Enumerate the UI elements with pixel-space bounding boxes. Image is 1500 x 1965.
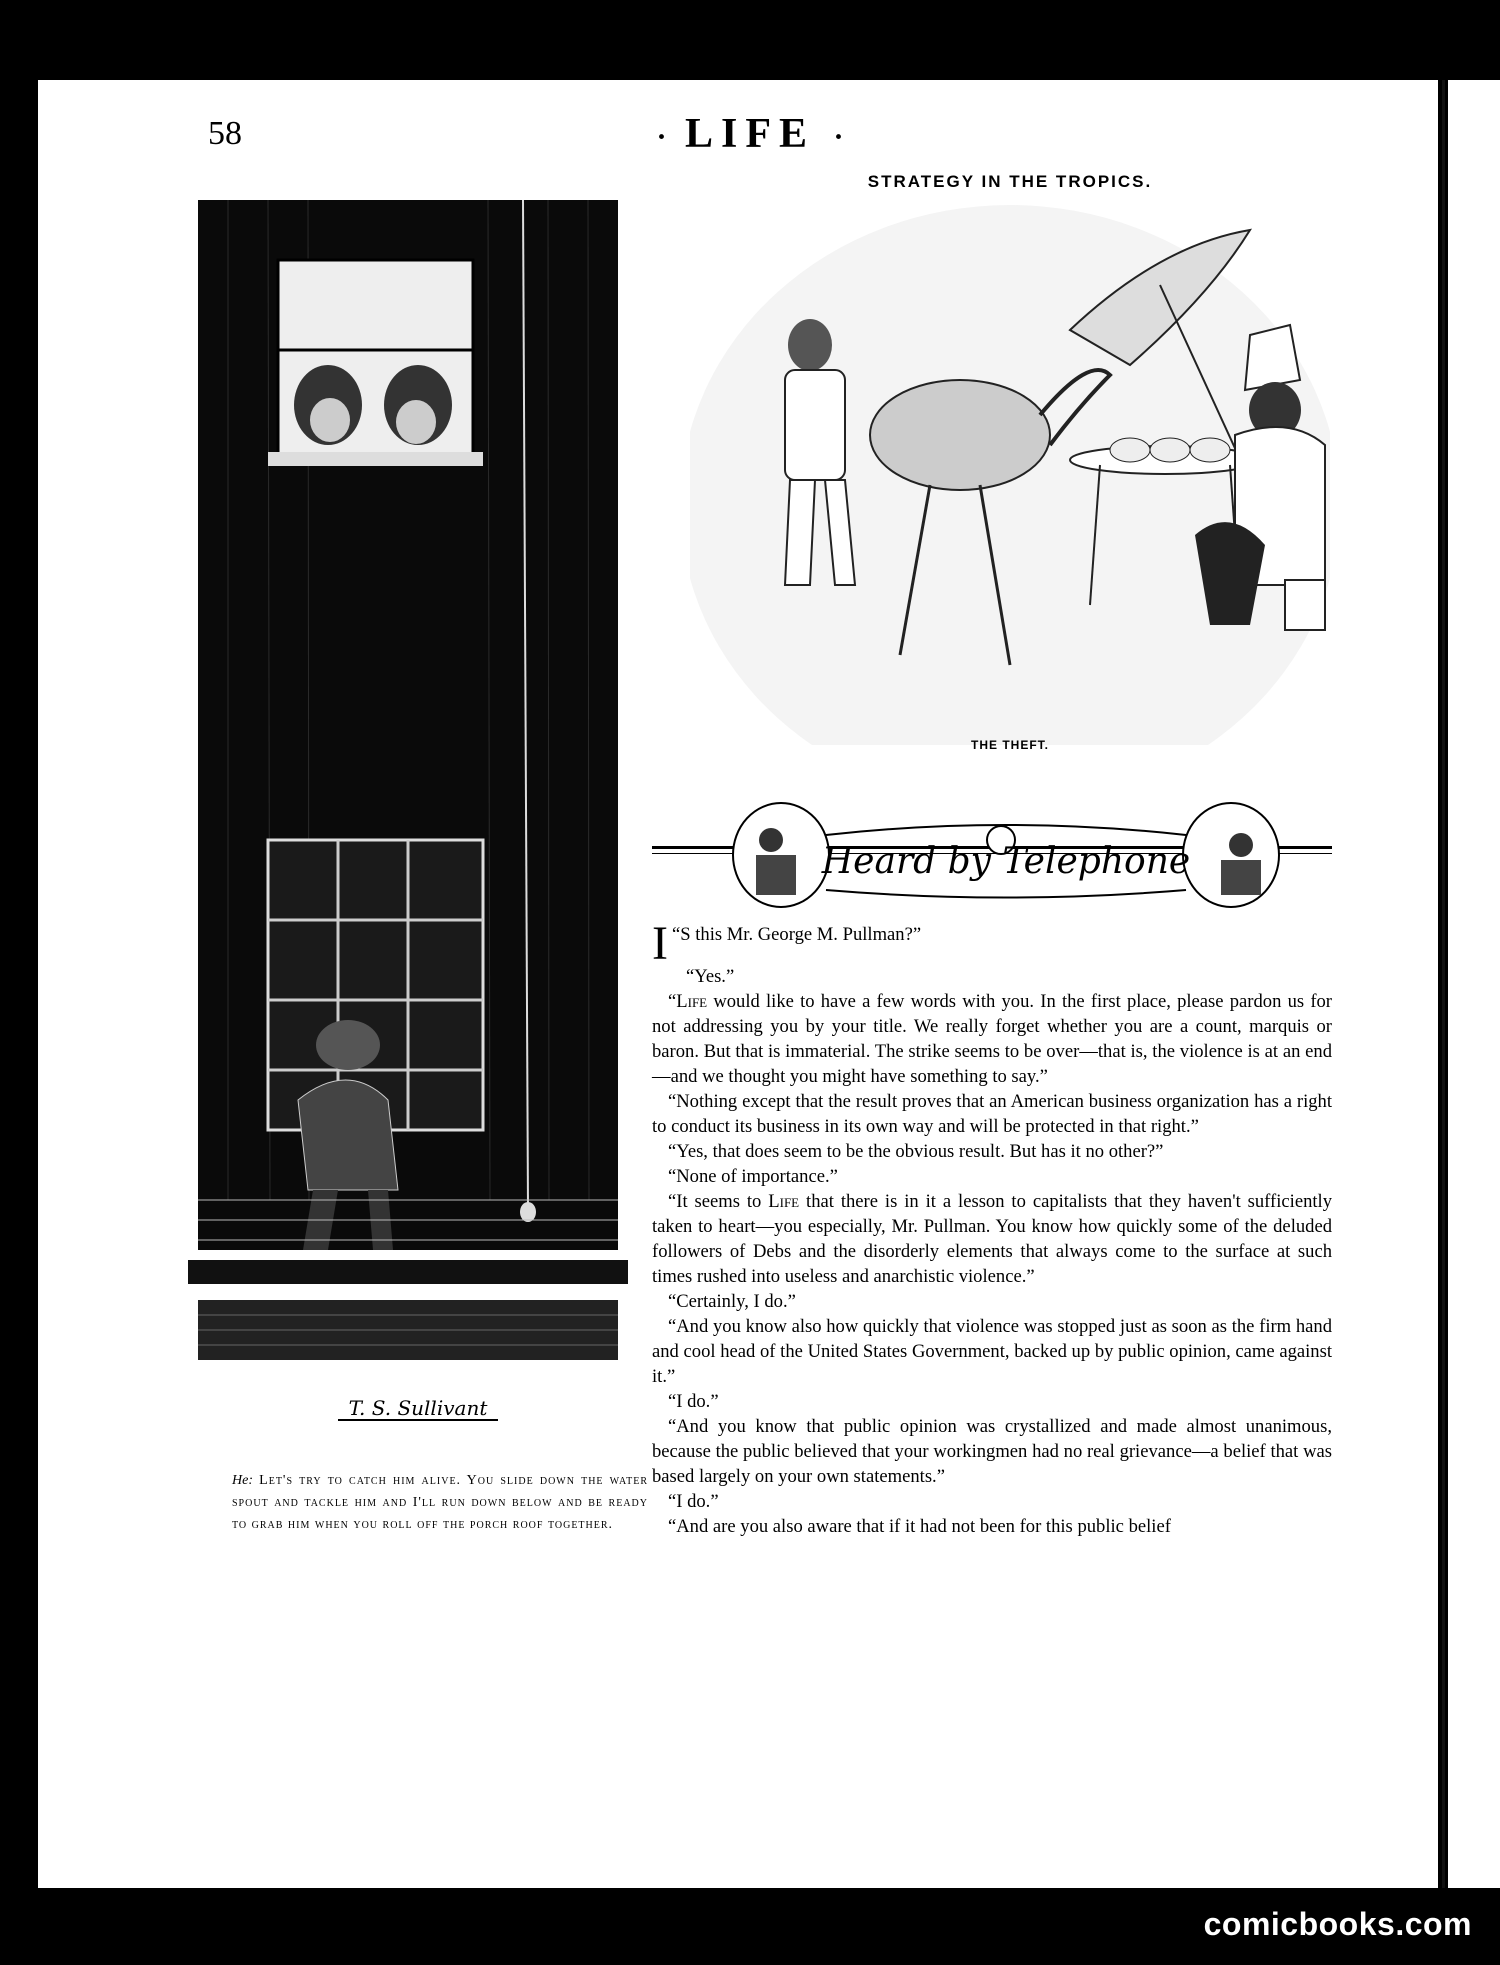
article-paragraph [652,989,1332,1089]
article-paragraph [652,917,1332,970]
caption-text: Let's try to catch him alive. You slide down the water spout and tackle him and I'll run down below and be ready to grab him when you roll off the porch roof together. [232,1473,649,1532]
paragraph-text: “Nothing except that the result proves that an American business organization has a right to conduct its business in its own way and will be protected in that right.” [652,1091,1332,1137]
site-watermark: comicbooks.com [1203,1906,1472,1942]
article-paragraph [652,1289,1332,1314]
paragraph-text: “I do.” [668,1491,719,1512]
paragraph-text: would like to have a few words with you. In the first place, please pardon us for not addressing you by your title. We really forget whether you are a count, marquis or baron. But that is immaterial. The strike seems to be over—that is, the violence is at an end—and we thought you might have something to say.” [652,991,1332,1087]
life-name: Life [676,991,708,1012]
artist-signature: T. S. Sullivant [348,1396,488,1420]
masthead-title: LIFE [684,111,816,157]
masthead-dot-right: · [833,120,844,154]
paragraph-text: that there is in it a lesson to capitalists that they haven't sufficiently taken to heart—you especially, Mr. Pullman. You know how quickly some of the deluded followers of Debs and the disorderly elements that always come to the surface at such times rushed into useless and anarchistic violence.” [652,1191,1332,1287]
paragraph-text: “And you know that public opinion was crystallized and made almost unanimous, because the public believed that your workingmen had no real grievance—a belief that was based largely on your own statements.” [652,1416,1332,1487]
paragraph-text: “Certainly, I do.” [668,1291,796,1312]
life-name: Life [768,1191,800,1212]
article-paragraph [652,964,1332,989]
article-paragraph [652,1414,1332,1489]
drop-cap: I [652,917,668,970]
left-cartoon-illustration [188,200,628,1430]
left-cartoon-caption [232,1470,648,1536]
paragraph-text: “I do.” [668,1391,719,1412]
banner-title: Heard by Telephone [821,841,1191,882]
masthead [0,110,1500,158]
article-paragraph [652,1089,1332,1139]
article-paragraph [652,1489,1332,1514]
masthead-dot-left: · [656,120,667,154]
paragraph-text: “Yes.” [686,966,735,987]
right-cartoon-title: STRATEGY IN THE TROPICS. [867,172,1153,191]
page-number: 58 [208,115,242,152]
paragraph-text: “Yes, that does seem to be the obvious result. But has it no other?” [668,1141,1164,1162]
article-paragraph [652,1164,1332,1189]
paragraph-text: “ [668,991,677,1012]
next-page-edge [1448,80,1500,1888]
paragraph-text: “It seems to [668,1191,769,1212]
page-spine [1442,80,1445,1888]
article-paragraph [652,1514,1332,1539]
paragraph-text: “None of importance.” [668,1166,838,1187]
right-cartoon-caption: THE THEFT. [971,738,1049,752]
article-paragraph [652,1314,1332,1389]
paragraph-text: S this Mr. George M. Pullman?” [680,924,922,945]
article-paragraph [652,1139,1332,1164]
opening-quote: “ [671,924,681,945]
paragraph-text: “And are you also aware that if it had not been for this public belief [668,1516,1171,1537]
right-cartoon-illustration [690,205,1330,745]
caption-speaker: He: [232,1473,253,1488]
article-paragraph [652,1189,1332,1289]
article-banner [726,795,1286,915]
article-body [652,917,1332,1539]
article-paragraph [652,1389,1332,1414]
paragraph-text: “And you know also how quickly that violence was stopped just as soon as the firm hand and cool head of the United States Government, backed up by public opinion, came against it.” [652,1316,1332,1387]
